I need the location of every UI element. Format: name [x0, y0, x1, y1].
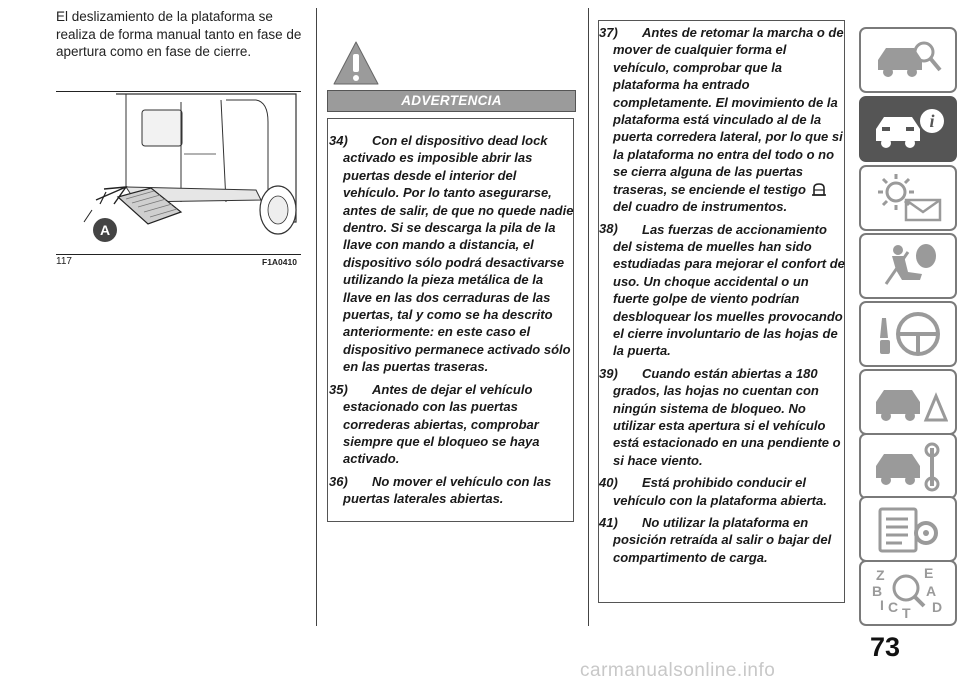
- figure-label: A: [99, 222, 111, 238]
- tab-starting-driving[interactable]: [859, 301, 957, 367]
- info-letter: i: [929, 111, 935, 131]
- item-text-part: del cuadro de instrumentos.: [613, 199, 788, 215]
- index-letter: I: [880, 597, 884, 613]
- item-text: No utilizar la plataforma en posición retraída al salir o bajar del compartimento de carga.: [613, 515, 832, 565]
- item-number: 34): [329, 133, 348, 148]
- watermark: carmanualsonline.info: [580, 660, 776, 681]
- item-number: 41): [599, 515, 618, 531]
- warning-list: [329, 132, 575, 513]
- steering-wheel-icon: [868, 308, 948, 360]
- figure-code: F1A0410: [262, 257, 297, 267]
- figure-bottom-rule: [56, 254, 301, 255]
- car-info-icon: [868, 103, 948, 155]
- warning-item: [599, 514, 845, 566]
- warning-item: [329, 381, 575, 468]
- warning-item: [599, 474, 845, 509]
- item-number: 35): [329, 381, 348, 397]
- index-letter: B: [872, 583, 883, 599]
- page-number: 73: [870, 632, 901, 662]
- item-number: 36): [329, 473, 348, 489]
- item-number: 39): [599, 365, 618, 381]
- index-letter: A: [926, 583, 937, 599]
- tab-servicing-care[interactable]: [859, 433, 957, 499]
- warning-item: [329, 473, 575, 508]
- warning-item: [599, 365, 845, 469]
- index-letter: Z: [876, 567, 885, 583]
- tab-getting-to-know[interactable]: [859, 96, 957, 162]
- tab-dashboard-knowledge[interactable]: [859, 27, 957, 93]
- item-number: 37): [599, 25, 618, 40]
- index-letter: T: [902, 605, 911, 621]
- warning-title: ADVERTENCIA: [327, 90, 576, 112]
- item-text: Está prohibido conducir el vehículo con la plataforma abierta.: [613, 475, 827, 508]
- item-text: Antes de dejar el vehículo estacionado con las puertas correderas abiertas, comprobar siempre que el bloqueo se haya activado.: [343, 381, 540, 467]
- warning-item: [599, 220, 845, 359]
- tab-technical-specs[interactable]: [859, 496, 957, 562]
- index-letter: D: [932, 599, 943, 615]
- roadside-emergency-icon: [868, 376, 948, 428]
- technical-data-icon: [868, 503, 948, 555]
- item-number: 38): [599, 221, 618, 237]
- car-search-icon: [868, 34, 948, 86]
- warning-item: [329, 132, 575, 376]
- item-text-part: Antes de retomar la marcha o de mover de cualquier forma el vehículo, comprobar que la plataforma ha entrado completamente. El movimiento de la plataforma está vinculado al de la puerta corredera lateral, por lo que si la plataforma no entra del todo o no se cierra alguna de las puertas traseras, se enciende el testigo: [613, 25, 844, 197]
- van-platform-figure: [56, 92, 301, 254]
- tab-index[interactable]: [859, 560, 957, 626]
- item-number: 40): [599, 475, 618, 491]
- item-text: No mover el vehículo con las puertas laterales abiertas.: [343, 473, 552, 507]
- intro-paragraph: El deslizamiento de la plataforma se realiza de forma manual tanto en fase de apertura como en fase de cierre.: [56, 9, 302, 59]
- alphabetical-index-icon: [868, 564, 948, 622]
- index-letter: C: [888, 599, 899, 615]
- column-divider: [588, 8, 589, 626]
- warning-triangle-icon: [332, 40, 380, 86]
- tab-warning-lights[interactable]: [859, 165, 957, 231]
- warning-continuation-list: [599, 24, 845, 571]
- airbag-seat-icon: [868, 240, 948, 292]
- car-maintenance-icon: [868, 440, 948, 492]
- warning-item: [599, 24, 845, 215]
- column-divider: [316, 8, 317, 626]
- tab-in-emergency[interactable]: [859, 369, 957, 435]
- figure-number: 117: [56, 256, 72, 267]
- item-text: Las fuerzas de accionamiento del sistema de muelles han sido estudiadas para mejorar el confort de uso. Un choque accidental o un fuerte golpe de viento podrían desbloquear los muelles provocando el cierre involuntario de las hojas de la puerta.: [613, 221, 845, 359]
- item-text: Cuando están abiertas a 180 grados, las hojas no cuentan con ningún sistema de bloqueo. No utilizar esta apertura si el vehículo está estacionado en una pendiente o si hace viento.: [613, 365, 841, 468]
- index-letter: E: [924, 565, 934, 581]
- door-open-warning-icon: [811, 182, 827, 197]
- item-text: Con el dispositivo dead lock activado es imposible abrir las puertas desde el interior del vehículo. Por lo tanto asegurarse, antes de salir, de que no quede nadie dentro. Si se descarga la pila de la llave con mando a distancia, el dispositivo sólo podrá desactivarse utilizando la pieza metálica de la llave en las dos cerraduras de las puertas, tal y como se ha descrito anteriormente: en este caso el dispositivo permanece activado sólo en las puertas traseras.: [343, 133, 574, 375]
- item-text: [613, 24, 845, 215]
- tab-safety[interactable]: [859, 233, 957, 299]
- warning-lights-icon: [868, 172, 948, 224]
